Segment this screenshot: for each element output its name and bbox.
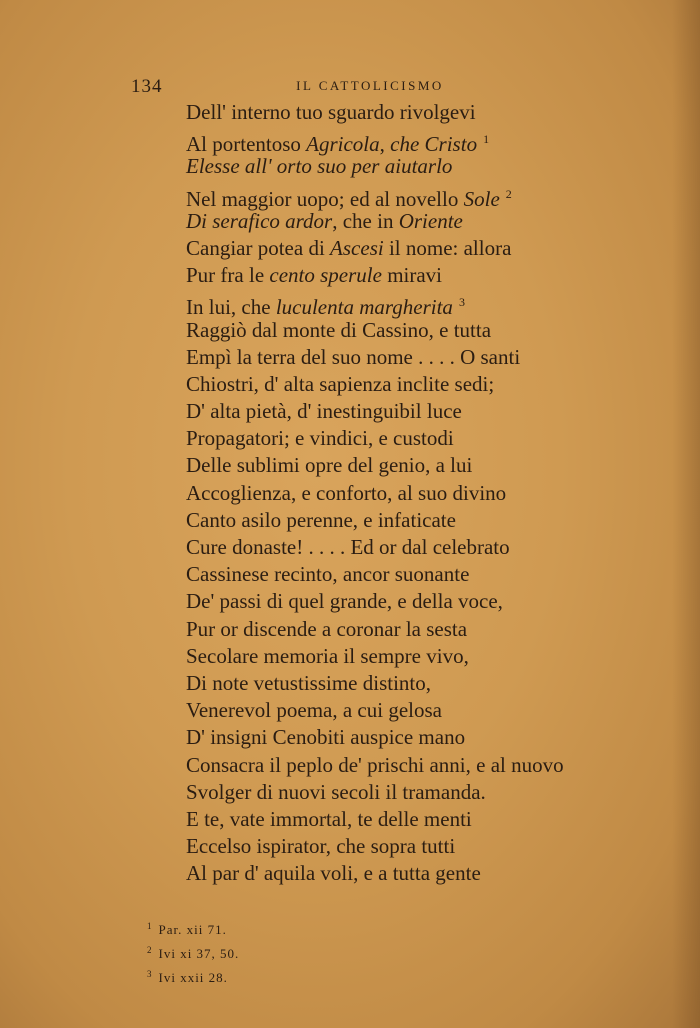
poem-line (186, 126, 564, 157)
line-text: Raggiò dal monte di Cassino, e tutta (186, 317, 492, 342)
italic-text: Ascesi (330, 235, 384, 260)
line-text: Nel maggior uopo; ed al novello (186, 186, 464, 211)
line-text: Empì la terra del suo nome . . . . O santi (186, 344, 521, 369)
poem-text (186, 99, 564, 887)
poem-line (186, 507, 564, 534)
line-text: Venerevol poema, a cui gelosa (186, 698, 442, 723)
line-text: Al portentoso (186, 132, 307, 157)
italic-text: Oriente (398, 208, 463, 233)
line-text: D' insigni Cenobiti auspice mano (186, 725, 466, 750)
poem-line (186, 806, 564, 833)
line-text: Cure donaste! . . . . Ed or dal celebrato (186, 535, 510, 559)
line-text: Accoglienza, e conforto, al suo divino (186, 480, 507, 505)
poem-line (186, 262, 564, 289)
italic-text: cento sperule (269, 263, 382, 288)
poem-line (186, 398, 564, 425)
poem-line (186, 208, 564, 235)
line-text: il nome: allora (383, 235, 512, 260)
poem-line (186, 588, 564, 615)
line-text: D' alta pietà, d' inestinguibil luce (186, 399, 462, 424)
page-edge-shadow (672, 0, 700, 1028)
footnote-number: 2 (147, 945, 153, 955)
poem-line (186, 181, 564, 211)
line-text: E te, vate immortal, te delle menti (186, 806, 472, 831)
line-text: In lui, che (186, 295, 276, 320)
poem-line (186, 235, 564, 262)
poem-line (186, 833, 564, 860)
footnote (147, 916, 239, 940)
italic-text: Di serafico ardor (186, 208, 333, 233)
poem-line (186, 452, 564, 479)
line-text: Delle sublimi opre del genio, a lui (186, 453, 473, 478)
line-text: Cassinese recinto, ancor suonante (186, 562, 470, 587)
line-text: Secolare memoria il sempre vivo, (186, 643, 469, 668)
italic-text: che Cristo (390, 132, 478, 157)
line-text: , (379, 132, 391, 157)
page-number: 134 (131, 76, 163, 97)
poem-line (186, 643, 564, 670)
footnote-text: Par. xii 71. (158, 922, 227, 937)
poem-line (186, 480, 564, 507)
line-text: Cangiar potea di (186, 235, 331, 260)
poem-line (186, 425, 564, 452)
poem-line (186, 344, 564, 371)
italic-text: luculenta margherita (275, 295, 453, 320)
footnotes (147, 916, 239, 988)
line-text: , che in (332, 208, 399, 233)
footnote-text: Ivi xi 37, 50. (158, 946, 240, 961)
poem-line (186, 724, 564, 751)
line-text: Di note vetustissime distinto, (186, 670, 431, 695)
poem-line (186, 697, 564, 724)
footnote (147, 964, 239, 988)
poem-line (186, 371, 564, 398)
line-text: Dell' interno tuo sguardo rivolgevi (186, 100, 476, 124)
poem-line (186, 616, 564, 643)
line-text: miravi (381, 263, 443, 288)
italic-text: Elesse all' orto suo per aiutarlo (186, 154, 453, 179)
italic-text: Sole (463, 186, 500, 211)
line-text: Svolger di nuovi secoli il tramanda. (186, 779, 486, 804)
poem-line (186, 752, 564, 779)
footnote-marker: 1 (483, 132, 490, 147)
footnote (147, 940, 239, 964)
poem-line (186, 860, 564, 887)
footnote-number: 1 (147, 921, 153, 931)
footnote-number: 3 (147, 969, 153, 979)
line-text: Pur fra le (186, 263, 270, 288)
footnote-marker: 3 (458, 295, 465, 310)
poem-line (186, 779, 564, 806)
footnote-text: Ivi xxii 28. (158, 970, 228, 985)
footnote-marker: 2 (505, 186, 512, 201)
poem-line (186, 289, 564, 320)
poem-line (186, 561, 564, 588)
line-text: Propagatori; e vindici, e custodi (186, 426, 454, 451)
line-text: Al par d' aquila voli, e a tutta gente (186, 861, 481, 886)
line-text: Chiostri, d' alta sapienza inclite sedi; (186, 371, 495, 396)
running-head: IL CATTOLICISMO (296, 78, 444, 93)
poem-line (186, 670, 564, 697)
line-text: Eccelso ispirator, che sopra tutti (186, 834, 456, 859)
line-text: Pur or discende a coronar la sesta (186, 616, 468, 641)
line-text: Canto asilo perenne, e infaticate (186, 507, 456, 532)
line-text: Consacra il peplo de' prischi anni, e al nuovo (186, 752, 564, 777)
poem-line (186, 99, 564, 126)
poem-line (186, 534, 564, 561)
line-text: De' passi di quel grande, e della voce, (186, 589, 503, 614)
poem-line (186, 317, 564, 344)
italic-text: Agricola (306, 132, 380, 157)
poem-line (186, 153, 564, 180)
